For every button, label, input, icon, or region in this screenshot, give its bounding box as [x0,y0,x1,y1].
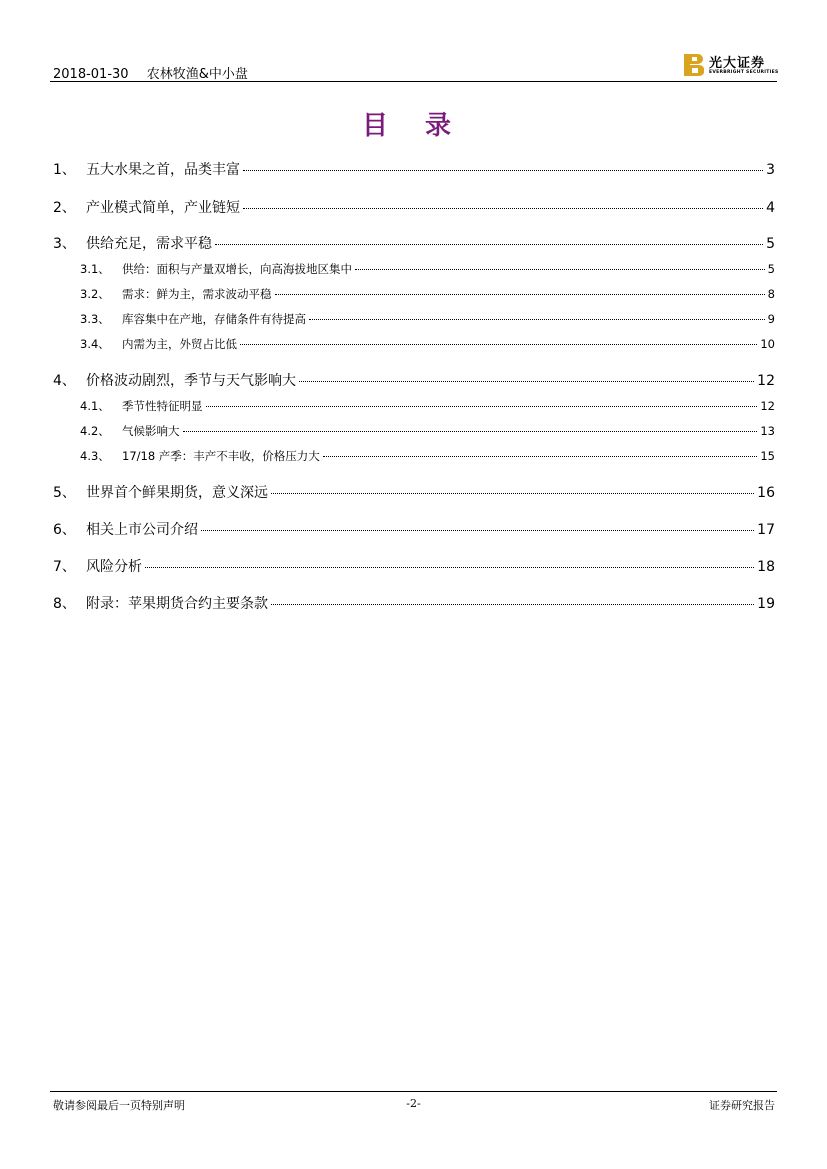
footer-report-type: 证券研究报告 [709,1099,775,1112]
toc-number: 6、 [53,522,76,538]
toc-page: 3 [766,162,775,178]
toc-entry-2[interactable] [53,197,775,217]
toc-label: 价格波动剧烈，季节与天气影响大 [86,373,296,389]
toc-number: 2、 [53,200,76,216]
toc-number: 3.2、 [80,287,110,301]
toc-entry-1[interactable] [53,159,775,179]
header-rule [50,81,777,82]
toc-leader [243,170,763,171]
toc-label: 供给充足，需求平稳 [86,236,212,252]
toc-entry-6[interactable] [53,519,775,539]
toc-label: 产业模式简单，产业链短 [86,200,240,216]
toc-entry-3[interactable] [53,233,775,253]
toc-entry-3-3[interactable] [80,311,775,327]
toc-entry-3-2[interactable] [80,286,775,302]
toc-label: 库容集中在产地，存储条件有待提高 [122,312,306,326]
toc-label: 风险分析 [86,559,142,575]
toc-number: 1、 [53,162,76,178]
toc-label: 17/18 产季：丰产不丰收，价格压力大 [122,449,320,463]
page-number: -2- [406,1097,421,1110]
toc-leader [201,530,754,531]
everbright-logo-icon [684,54,704,76]
toc-label: 相关上市公司介绍 [86,522,198,538]
toc-leader [145,567,754,568]
report-date: 2018-01-30 [53,67,129,82]
toc-number: 3.3、 [80,312,110,326]
toc-page: 16 [757,485,775,501]
toc-page: 8 [767,287,775,301]
report-category: 农林牧渔&中小盘 [146,67,248,82]
toc-page: 18 [757,559,775,575]
toc-page: 10 [760,337,775,351]
toc-number: 4.2、 [80,424,110,438]
toc-entry-4-2[interactable] [80,423,775,439]
toc-leader [275,294,765,295]
logo-english-text: EVERBRIGHT SECURITIES [709,70,779,75]
toc-entry-3-1[interactable] [80,261,775,277]
page-title: 目 录 [361,111,466,141]
toc-entry-4-3[interactable] [80,448,775,464]
toc-label: 附录：苹果期货合约主要条款 [86,596,268,612]
footer-rule [50,1091,777,1092]
toc-page: 17 [757,522,775,538]
toc-leader [240,344,757,345]
toc-leader [323,456,758,457]
toc-leader [215,244,763,245]
header-meta [53,63,248,82]
toc-page: 15 [760,449,775,463]
toc-leader [243,208,763,209]
toc-number: 4.1、 [80,399,110,413]
toc-label: 需求：鲜为主，需求波动平稳 [122,287,272,301]
logo-chinese-text: 光大证券 [709,56,766,71]
toc-label: 季节性特征明显 [122,399,203,413]
toc-page: 12 [757,373,775,389]
toc-entry-7[interactable] [53,556,775,576]
toc-leader [271,604,754,605]
toc-page: 5 [767,262,775,276]
toc-label: 内需为主，外贸占比低 [122,337,237,351]
toc-entry-3-4[interactable] [80,336,775,352]
toc-label: 气候影响大 [122,424,180,438]
toc-leader [206,406,758,407]
toc-number: 5、 [53,485,76,501]
toc-page: 5 [766,236,775,252]
toc-number: 4、 [53,373,76,389]
toc-label: 世界首个鲜果期货，意义深远 [86,485,268,501]
toc-page: 19 [757,596,775,612]
toc-leader [299,381,754,382]
toc-leader [309,319,765,320]
toc-number: 4.3、 [80,449,110,463]
company-logo [684,52,779,78]
toc-number: 7、 [53,559,76,575]
toc-entry-5[interactable] [53,482,775,502]
toc-entry-8[interactable] [53,593,775,613]
toc-leader [355,269,765,270]
toc-entry-4[interactable] [53,370,775,390]
toc-leader [183,431,758,432]
toc-label: 供给：面积与产量双增长，向高海拔地区集中 [122,262,352,276]
footer-disclaimer: 敬请参阅最后一页特别声明 [53,1099,185,1112]
toc-number: 3.1、 [80,262,110,276]
toc-label: 五大水果之首，品类丰富 [86,162,240,178]
toc-page: 12 [760,399,775,413]
toc-page: 4 [766,200,775,216]
toc-entry-4-1[interactable] [80,398,775,414]
toc-page: 13 [760,424,775,438]
toc-number: 3、 [53,236,76,252]
toc-number: 8、 [53,596,76,612]
toc-number: 3.4、 [80,337,110,351]
toc-page: 9 [767,312,775,326]
toc-leader [271,493,754,494]
